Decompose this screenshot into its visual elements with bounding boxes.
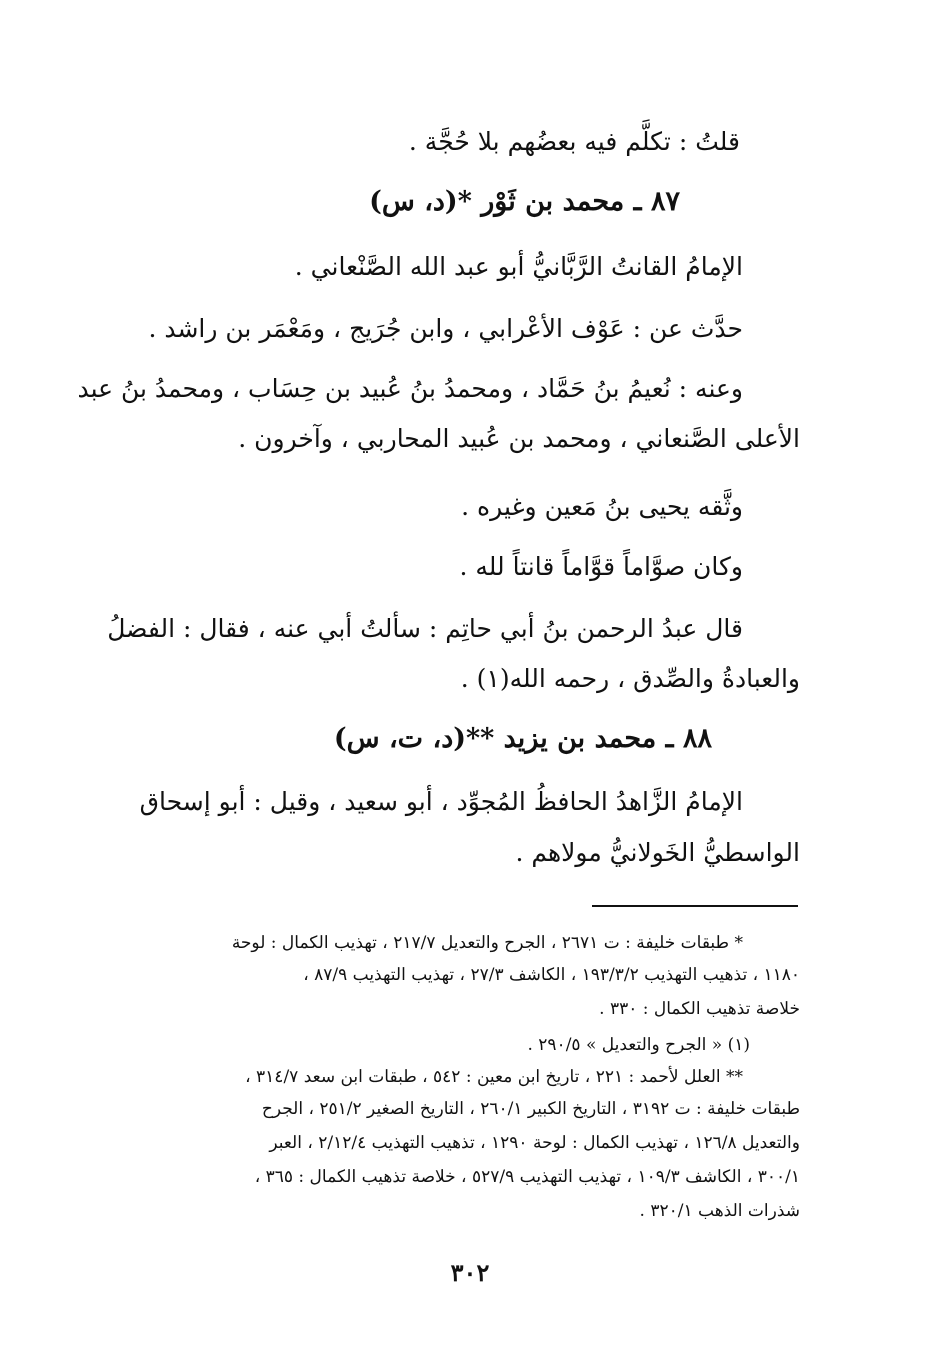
body-line: قلتُ : تكلَّم فيه بعضُهم بلا حُجَّة .	[408, 127, 740, 156]
body-line: وثَّقه يحيى بنُ مَعين وغيره .	[461, 492, 743, 521]
footnote-line: ١١٨٠ ، تذهيب التهذيب ١٩٣/٣/٢ ، الكاشف ٢٧/٣ ، تهذيب التهذيب ٨٧/٩ ،	[303, 965, 800, 985]
body-line: والعبادةُ والصِّدق ، رحمه الله(١) .	[460, 664, 800, 693]
footnote-separator	[592, 905, 798, 907]
footnote-line: والتعديل ١٢٦/٨ ، تهذيب الكمال : لوحة ١٢٩٠ ، تذهيب التهذيب ٢/١٢/٤ ، العبر	[269, 1133, 800, 1153]
body-line: الإمامُ القانتُ الرَّبَّانيُّ أبو عبد الله الصَّنْعاني .	[294, 252, 743, 281]
body-line: وكان صوَّاماً قوَّاماً قانتاً لله .	[459, 552, 743, 581]
footnote-line: * طبقات خليفة : ت ٢٦٧١ ، الجرح والتعديل ٢١٧/٧ ، تهذيب الكمال : لوحة	[231, 933, 743, 953]
footnote-line: ٣٠٠/١ ، الكاشف ١٠٩/٣ ، تهذيب التهذيب ٥٢٧/٩ ، خلاصة تذهيب الكمال : ٣٦٥ ،	[254, 1167, 800, 1187]
entry-heading-87: ٨٧ ـ محمد بن ثَوْر *(د، س)	[369, 186, 680, 217]
body-line: وعنه : نُعيمُ بنُ حَمَّاد ، ومحمدُ بنُ عُبيد بن حِسَاب ، ومحمدُ بنُ عبد	[77, 374, 743, 403]
body-line: حدَّث عن : عَوْف الأعْرابي ، وابن جُرَيج ، ومَعْمَر بن راشد .	[148, 314, 743, 343]
body-line: قال عبدُ الرحمن بنُ أبي حاتِم : سألتُ أبي عنه ، فقال : الفضلُ	[107, 614, 743, 643]
body-line: الإمامُ الزَّاهدُ الحافظُ المُجوِّد ، أبو سعيد ، وقيل : أبو إسحاق	[139, 787, 743, 816]
footnote-line: ** العلل لأحمد : ٢٢١ ، تاريخ ابن معين : ٥٤٢ ، طبقات ابن سعد ٣١٤/٧ ،	[245, 1067, 743, 1087]
footnote-line: خلاصة تذهيب الكمال : ٣٣٠ .	[599, 999, 800, 1019]
footnote-line: شذرات الذهب ٣٢٠/١ .	[639, 1201, 800, 1221]
footnote-line: طبقات خليفة : ت ٣١٩٢ ، التاريخ الكبير ٢٦٠/١ ، التاريخ الصغير ٢٥١/٢ ، الجرح	[261, 1099, 800, 1119]
entry-heading-88: ٨٨ ـ محمد بن يزيد **(د، ت، س)	[333, 723, 712, 754]
page-number: ٣٠٢	[450, 1258, 490, 1287]
body-line: الواسطيُّ الخَولانيُّ مولاهم .	[515, 838, 800, 867]
body-line: الأعلى الصَّنعاني ، ومحمد بن عُبيد المحاربي ، وآخرون .	[238, 424, 800, 453]
footnote-line: (١) « الجرح والتعديل » ٢٩٠/٥ .	[527, 1035, 750, 1055]
